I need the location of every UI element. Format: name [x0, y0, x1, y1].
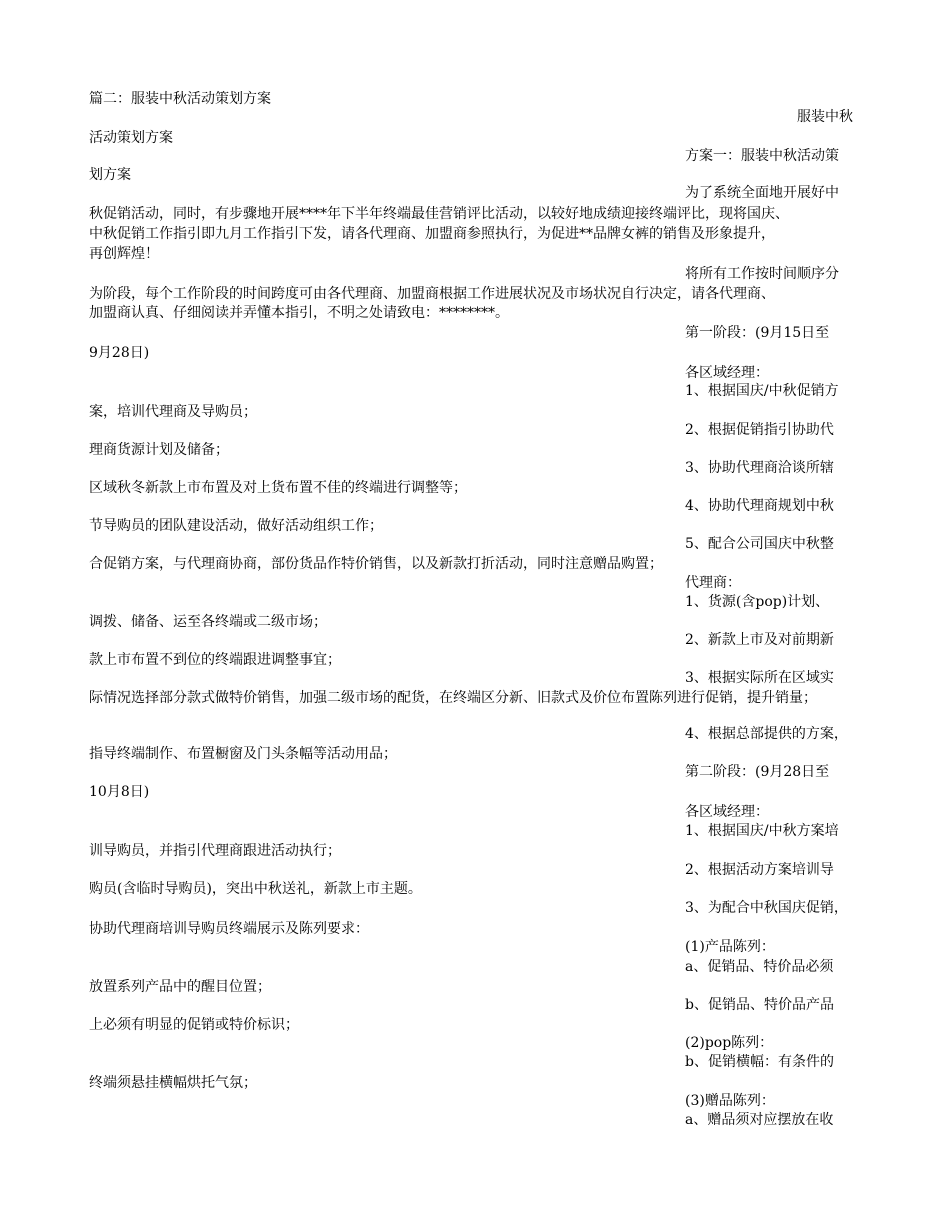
text-line: (2)pop陈列：: [685, 1035, 774, 1051]
text-line: 为阶段，每个工作阶段的时间跨度可由各代理商、加盟商根据工作进展状况及市场状况自行决定，请各代理商、: [89, 286, 775, 302]
text-line: 为了系统全面地开展好中: [685, 185, 839, 201]
text-line: 代理商：: [685, 575, 741, 591]
text-line: 1、根据国庆/中秋促销方: [685, 383, 839, 399]
text-line: 区域秋冬新款上市布置及对上货布置不佳的终端进行调整等；: [89, 480, 467, 496]
text-line: 服装中秋: [797, 109, 853, 125]
text-line: 合促销方案，与代理商协商，部份货品作特价销售，以及新款打折活动，同时注意赠品购置；: [89, 556, 663, 572]
text-line: 5、配合公司国庆中秋整: [685, 536, 834, 552]
text-line: 各区域经理：: [685, 365, 769, 381]
text-line: 协助代理商培训导购员终端展示及陈列要求：: [89, 921, 369, 937]
text-line: 理商货源计划及储备；: [89, 442, 229, 458]
text-line: 3、根据实际所在区域实: [685, 670, 834, 686]
text-line: 节导购员的团队建设活动，做好活动组织工作；: [89, 518, 383, 534]
text-line: a、赠品须对应摆放在收: [685, 1112, 834, 1128]
text-line: 活动策划方案: [89, 130, 173, 146]
text-line: 方案一：服装中秋活动策: [685, 148, 839, 164]
text-line: 加盟商认真、仔细阅读并弄懂本指引，不明之处请致电：********。: [89, 305, 509, 321]
section-heading: 篇二：服装中秋活动策划方案: [89, 91, 271, 107]
text-line: 将所有工作按时间顺序分: [685, 266, 839, 282]
phase-heading: 第一阶段：(9月15日至: [685, 325, 830, 341]
text-line: 放置系列产品中的醒目位置；: [89, 979, 271, 995]
text-line: 调拨、储备、运至各终端或二级市场；: [89, 614, 327, 630]
text-line: 各区域经理：: [685, 804, 769, 820]
text-line: 4、协助代理商规划中秋: [685, 498, 834, 514]
text-line: 际情况选择部分款式做特价销售，加强二级市场的配货，在终端区分新、旧款式及价位布置陈列进行促销，提升销量；: [89, 690, 817, 706]
text-line: b、促销横幅：有条件的: [685, 1054, 834, 1070]
text-line: 3、协助代理商洽谈所辖: [685, 460, 834, 476]
text-line: 10月8日): [89, 784, 150, 800]
text-line: 1、根据国庆/中秋方案培: [685, 823, 839, 839]
text-line: 购员(含临时导购员)，突出中秋送礼，新款上市主题。: [89, 881, 422, 897]
text-line: 2、根据活动方案培训导: [685, 862, 834, 878]
text-line: (3)赠品陈列：: [685, 1093, 775, 1109]
text-line: 上必须有明显的促销或特价标识；: [89, 1017, 299, 1033]
text-line: 2、根据促销指引协助代: [685, 422, 834, 438]
text-line: 划方案: [89, 167, 131, 183]
text-line: 款上市布置不到位的终端跟进调整事宜；: [89, 652, 341, 668]
text-line: a、促销品、特价品必须: [685, 959, 834, 975]
text-line: b、促销品、特价品产品: [685, 997, 834, 1013]
text-line: 指导终端制作、布置橱窗及门头条幅等活动用品；: [89, 746, 397, 762]
text-line: 训导购员，并指引代理商跟进活动执行；: [89, 843, 341, 859]
text-line: 9月28日): [89, 345, 150, 361]
text-line: 4、根据总部提供的方案，: [685, 726, 848, 742]
text-line: 终端须悬挂横幅烘托气氛；: [89, 1075, 257, 1091]
text-line: 秋促销活动，同时，有步骤地开展****年下半年终端最佳营销评比活动，以较好地成绩迎接终端评比，现将国庆、: [89, 206, 789, 222]
text-line: 2、新款上市及对前期新: [685, 632, 834, 648]
text-line: 1、货源(含pop)计划、: [685, 594, 830, 610]
text-line: 再创辉煌！: [89, 246, 159, 262]
text-line: 3、为配合中秋国庆促销，: [685, 900, 848, 916]
phase-heading: 第二阶段：(9月28日至: [685, 764, 830, 780]
text-line: (1)产品陈列：: [685, 939, 775, 955]
text-line: 案，培训代理商及导购员；: [89, 404, 257, 420]
text-line: 中秋促销工作指引即九月工作指引下发，请各代理商、加盟商参照执行，为促进**品牌女裤的销售及形象提升，: [89, 226, 775, 242]
